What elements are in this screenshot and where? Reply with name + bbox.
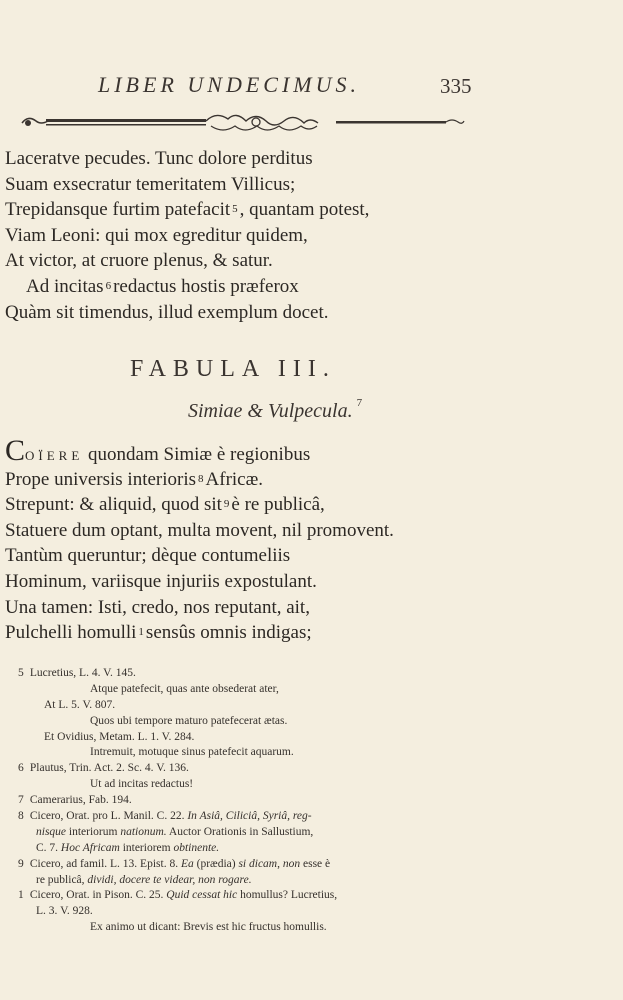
footnote: 9 Cicero, ad famil. L. 13. Epist. 8. Ea (prædia) si dicam, non esse è: [18, 857, 331, 870]
note-marker: 7: [356, 397, 363, 410]
footnote-continuation: C. 7. Hoc Africam interiorem obtinente.: [36, 841, 220, 854]
note-marker: 9: [223, 498, 230, 511]
page-number: 335: [440, 74, 472, 98]
fable-subtitle: [188, 397, 363, 423]
footnote: 8 Cicero, Orat. pro L. Manil. C. 22. In Asiâ, Ciliciâ, Syriâ, reg-: [18, 810, 312, 823]
verse-line: [5, 274, 369, 300]
fable-title: FABULA III.: [130, 356, 336, 382]
verse-block-top: [5, 146, 369, 325]
drop-cap: C: [5, 434, 26, 467]
footnote-quote: Ut ad incitas redactus!: [90, 778, 194, 791]
fable-subtitle-text: Simiae & Vulpecula.: [188, 400, 353, 422]
verse-line: Viam Leoni: qui mox egreditur quidem,: [5, 224, 308, 246]
verse-line: [5, 492, 394, 518]
verse-text: Strepunt: & aliquid, quod sit: [5, 494, 222, 516]
verse-line: [5, 434, 394, 467]
verse-text: Prope universis interioris: [5, 468, 197, 490]
verse-text: redactus hostis præferox: [113, 275, 299, 297]
footnote-continuation: re publicâ, dividi, docere te videar, non rogare.: [36, 873, 252, 886]
footnote: 1 Cicero, Orat. in Pison. C. 25. Quid cessat hic homullus? Lucretius,: [18, 889, 338, 902]
verse-line: Statuere dum optant, multa movent, nil promovent.: [5, 519, 394, 541]
verse-line: Hominum, variisque injuriis expostulant.: [5, 570, 317, 592]
verse-line: Quàm sit timendus, illud exemplum docet.: [5, 301, 329, 323]
footnote-quote: Atque patefecit, quas ante obsederat ater,: [90, 682, 279, 695]
footnote: 7 Camerarius, Fab. 194.: [18, 794, 132, 807]
footnote-quote: Ex animo ut dicant: Brevis est hic fructus homullis.: [90, 921, 327, 934]
verse-line: Suam exsecratur temeritatem Villicus;: [5, 173, 296, 195]
footnote-continuation: L. 3. V. 928.: [36, 905, 93, 918]
footnote-continuation: nisque interiorum nationum. Auctor Orationis in Sallustium,: [36, 825, 314, 838]
verse-text: quondam Simiæ è regionibus: [83, 444, 311, 465]
footnotes: [18, 666, 488, 936]
footnote-quote: Intremuit, motuque sinus patefecit aquarum.: [90, 746, 294, 759]
verse-text: Trepidansque furtim patefacit: [5, 199, 231, 221]
note-marker: 1: [138, 626, 144, 639]
verse-line: Una tamen: Isti, credo, nos reputant, ait,: [5, 596, 310, 618]
verse-line: At victor, at cruore plenus, & satur.: [5, 250, 273, 272]
verse-text: Africæ.: [205, 468, 264, 490]
verse-line: Laceratve pecudes. Tunc dolore perditus: [5, 148, 313, 169]
footnote: Et Ovidius, Metam. L. 1. V. 284.: [44, 730, 195, 743]
footnote: 5 Lucretius, L. 4. V. 145.: [18, 667, 136, 679]
footnote: At L. 5. V. 807.: [44, 698, 116, 711]
footnote: 6 Plautus, Trin. Act. 2. Sc. 4. V. 136.: [18, 762, 189, 775]
verse-text: è re publicâ,: [231, 494, 325, 516]
note-marker: 6: [105, 279, 112, 292]
verse-block-fable: [5, 434, 394, 646]
verse-text: Pulchelli homulli: [5, 622, 137, 644]
verse-line: Tantùm queruntur; dèque contumeliis: [5, 545, 291, 567]
verse-text: , quantam potest,: [239, 199, 370, 221]
verse-line: [5, 467, 394, 493]
ornament-rule-icon: [16, 108, 466, 138]
note-marker: 8: [198, 472, 204, 485]
verse-text: Ad incitas: [26, 275, 104, 297]
note-marker: 5: [232, 203, 238, 216]
verse-line: [5, 197, 369, 223]
verse-text: sensûs omnis indigas;: [145, 622, 312, 644]
running-title: LIBER UNDECIMUS.: [98, 72, 360, 97]
verse-line: [5, 620, 394, 646]
small-caps-text: OÏERE: [25, 448, 84, 463]
footnote-quote: Quos ubi tempore maturo patefecerat ætas.: [90, 714, 288, 727]
